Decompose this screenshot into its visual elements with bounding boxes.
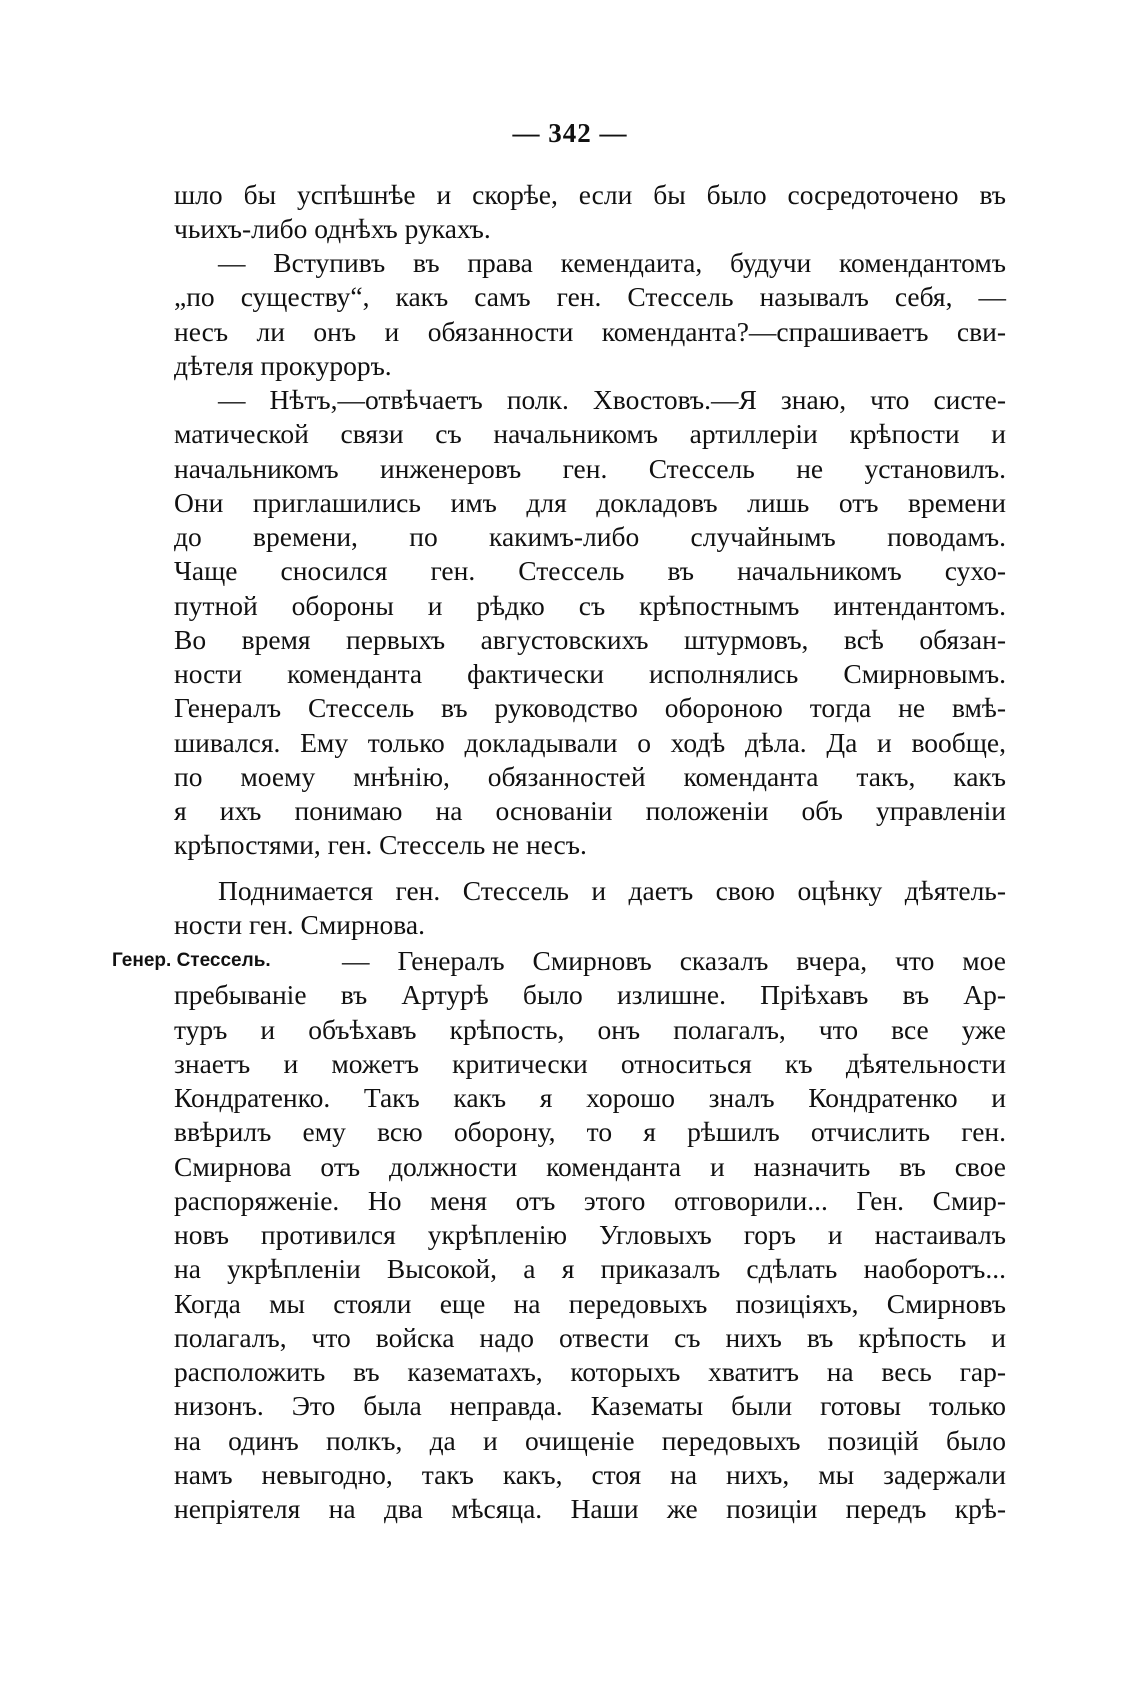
text-line: шивался. Ему только докладывали о ходѣ дѣла. Да и вообще, [174,726,1006,758]
text-line: — Нѣтъ,—отвѣчаетъ полк. Хвостовъ.—Я знаю, что систе- [218,384,1006,415]
text-line: Они приглашились имъ для докладовъ лишь отъ времени [174,486,1006,518]
page-number: — 342 — [512,118,628,148]
text-line: матической связи съ начальникомъ артиллеріи крѣпости и [174,418,1006,450]
text-line: Генералъ Стессель въ руководство обороною тогда не вмѣ- [174,692,1006,724]
text-line: крѣпостями, ген. Стессель не несъ. [174,829,587,861]
text-line: ввѣрилъ ему всю оборону, то я рѣшилъ отчислить ген. [174,1116,1006,1148]
text-line: Когда мы стояли еще на передовыхъ позиціяхъ, Смирновъ [174,1287,1006,1319]
text-line: чьихъ-либо однѣхъ рукахъ. [174,213,491,245]
text-line: начальникомъ инженеровъ ген. Стессель не установилъ. [174,452,1006,484]
text-line: ности коменданта фактически исполнялись Смирновымъ. [174,658,1006,689]
text-line: дѣтеля прокуроръ. [174,349,392,381]
paragraph-1 [174,178,1006,247]
text-line: до времени, по какимъ-либо случайнымъ поводамъ. [174,521,1006,552]
speaker-label: Генер. Стессель. [112,950,271,971]
text-line: Смирнова отъ должности коменданта и назначить въ свое [174,1150,1006,1182]
paragraph-5 [174,944,1006,1526]
text-line: я ихъ понимаю на основаніи положеніи объ управленіи [174,795,1006,826]
text-line: намъ невыгодно, такъ какъ, стоя на нихъ, мы задержали [174,1458,1006,1490]
text-line: шло бы успѣшнѣе и скорѣе, если бы было сосредоточено въ [174,179,1006,210]
text-line: туръ и объѣхавъ крѣпость, онъ полагалъ, что все уже [174,1013,1006,1045]
text-line: пребываніе въ Артурѣ было излишне. Пріѣхавъ въ Ар- [174,979,1006,1011]
text-line: — Вступивъ въ права кемендаита, будучи комендантомъ [218,247,1006,278]
text-line: непріятеля на два мѣсяца. Наши же позиціи передъ крѣ- [174,1493,1006,1524]
text-line: путной обороны и рѣдко съ крѣпостнымъ интендантомъ. [174,589,1006,621]
text-line: несъ ли онъ и обязанности коменданта?—спрашиваетъ сви- [174,315,1006,347]
text-line: новъ противился укрѣпленію Угловыхъ горъ и настаивалъ [174,1219,1006,1250]
text-line: на укрѣпленіи Высокой, а я приказалъ сдѣлать наоборотъ... [174,1253,1006,1285]
text-line: „по существу“, какъ самъ ген. Стессель называлъ себя, — [174,281,1006,313]
text-line: ности ген. Смирнова. [174,909,425,941]
paragraph-2 [174,246,1006,383]
text-line: распоряженіе. Но меня отъ этого отговорили... Ген. Смир- [174,1184,1006,1216]
text-line: низонъ. Это была неправда. Казематы были готовы только [174,1390,1006,1422]
text-line: Чаще сносился ген. Стессель въ начальникомъ сухо- [174,555,1006,587]
text-line: по моему мнѣнію, обязанностей коменданта такъ, какъ [174,760,1006,792]
text-line: на одинъ полкъ, да и очищеніе передовыхъ позицій было [174,1424,1006,1456]
text-line: расположить въ казематахъ, которыхъ хватитъ на весь гар- [174,1356,1006,1387]
text-line: Кондратенко. Такъ какъ я хорошо зналъ Кондратенко и [174,1082,1006,1113]
paragraph-3 [174,383,1006,863]
text-line: — Генералъ Смирновъ сказалъ вчера, что мое [342,945,1006,976]
paragraph-4 [174,874,1006,943]
text-line: Поднимается ген. Стессель и даетъ свою оцѣнку дѣятель- [218,875,1006,906]
text-line: полагалъ, что войска надо отвести съ нихъ въ крѣпость и [174,1321,1006,1353]
text-line: знаетъ и можетъ критически относиться къ дѣятельности [174,1047,1006,1079]
text-line: Во время первыхъ августовскихъ штурмовъ, всѣ обязан- [174,623,1006,655]
